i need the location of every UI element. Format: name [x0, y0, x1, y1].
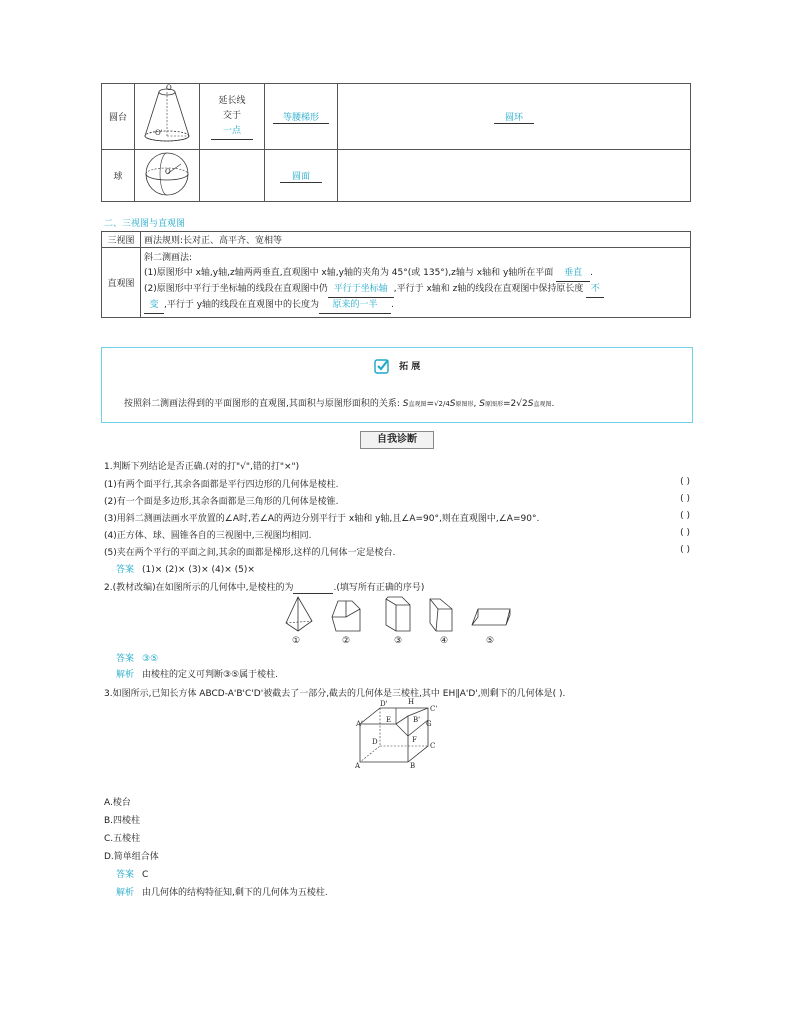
fig-C1: C' [430, 705, 438, 713]
sphere-view [338, 150, 691, 202]
q1-answer [104, 562, 255, 575]
rule-2-text-c: ,平行于 x轴和 z轴的线段在直观图中保持原长度 [393, 284, 584, 294]
fig-D: D [372, 738, 378, 746]
frustum-row [102, 84, 691, 150]
f1-s2: S [449, 399, 456, 409]
blank-unchanged-b: 变 [144, 298, 164, 314]
check-icon [374, 358, 390, 374]
extension-sentence: 按照斜二测画法得到的平面图形的直观图,其面积与原图形面积的关系: [124, 399, 400, 409]
frustum-label-O2: O' [155, 129, 163, 137]
sphere-row [102, 150, 691, 202]
q1-paren-5: ( ) [680, 545, 690, 555]
intuitive-row [102, 248, 691, 318]
intuitive-body [141, 248, 691, 318]
fig-F: F [412, 736, 417, 744]
views-table [101, 231, 691, 318]
q2-stem-tail: .(填写所有正确的序号) [333, 583, 425, 593]
rule-2 [144, 282, 687, 298]
q2-label-3: ③ [394, 636, 403, 646]
analysis-tag: 解析 [116, 670, 135, 680]
fig-B1: B' [413, 716, 421, 724]
q3-cuboid-figure [352, 700, 442, 770]
f2-sub: 原图形 [484, 401, 503, 408]
fig-A: A [355, 762, 361, 770]
rule-2-text-e: ,平行于 y轴的线段在直观图中的长度为 [164, 300, 320, 310]
sphere-name: 球 [102, 150, 135, 202]
q1-item-5: (5)夹在两个平行的平面之间,其余的面都是梯形,这样的几何体一定是棱台. [104, 548, 396, 558]
fig-E: E [386, 716, 392, 724]
q2-stem [104, 580, 424, 594]
fig-D1: D' [380, 700, 388, 708]
blank-isosceles-trapezoid: 等腰梯形 [273, 110, 329, 124]
q3-option-c: C.五棱柱 [104, 834, 141, 844]
q2-answer-text: ③⑤ [142, 654, 159, 664]
frustum-figure [135, 84, 200, 150]
q3-analysis-text: 由几何体的结构特征知,剩下的几何体为五棱柱. [142, 888, 328, 898]
fig-C: C [430, 742, 436, 750]
sphere-label-O: O [165, 168, 171, 176]
q1-item-2: (2)有一个面是多边形,其余各面都是三角形的几何体是棱锥. [104, 497, 339, 507]
fig-B: B [410, 762, 416, 770]
blank-perpendicular: 垂直 [556, 266, 590, 282]
rule-1: (1)原图形中 x轴,y轴,z轴两两垂直,直观图中 x轴,y轴的夹角为 45°(或 135°),z轴与 x轴和 y轴所在平面 垂直 . [144, 266, 687, 282]
extension-text: 按照斜二测画法得到的平面图形的直观图,其面积与原图形面积的关系: S直观图=√2/4S原图形, S原图形=2√2S直观图. [124, 399, 555, 409]
blank-unchanged-a: 不 [586, 282, 604, 298]
q2-analysis-text: 由棱柱的定义可判断③⑤属于棱柱. [142, 670, 279, 680]
answer-tag: 答案 [116, 870, 135, 880]
blank-one-point: 一点 [211, 124, 253, 140]
f1-sub2: 原图形 [455, 401, 474, 408]
q1-item-1: (1)有两个面平行,其余各面都是平行四边形的几何体是棱柱. [104, 480, 339, 490]
blank-parallel-axis: 平行于坐标轴 [328, 282, 394, 298]
q3-analysis [104, 885, 328, 898]
q1-paren-3: ( ) [680, 511, 690, 521]
q2-solids-figure [280, 595, 520, 635]
answer-tag: 答案 [116, 654, 135, 664]
q2-analysis [104, 667, 278, 680]
q2-label-2: ② [342, 636, 351, 646]
extension-header [374, 358, 420, 374]
feature-line1: 延长线 [218, 95, 246, 106]
f2-eq: =2√2 [503, 399, 528, 409]
f2-s2: S [527, 399, 534, 409]
q1-paren-2: ( ) [680, 494, 690, 504]
frustum-name: 圆台 [102, 84, 135, 150]
q3-option-d: D.简单组合体 [104, 852, 159, 862]
q3-answer-text: C [142, 870, 149, 880]
q2-label-4: ④ [440, 636, 449, 646]
q3-option-a: A.棱台 [104, 798, 131, 808]
f2-sub2: 直观图 [533, 401, 552, 408]
three-views-row [102, 232, 691, 248]
f1-s: S [402, 399, 409, 409]
q1-item-4: (4)正方体、球、圆锥各自的三视图中,三视图均相同. [104, 531, 312, 541]
frustum-section [265, 84, 338, 150]
q3-answer [104, 867, 148, 880]
analysis-tag: 解析 [116, 888, 135, 898]
frustum-view [338, 84, 691, 150]
q1-item-3: (3)用斜二测画法画水平放置的∠A时,若∠A的两边分别平行于 x轴和 y轴,且∠A=90°,则在直观图中,∠A=90°. [104, 514, 540, 524]
q1-answer-text: (1)× (2)× (3)× (4)× (5)× [142, 565, 255, 575]
three-views-head: 三视图 [102, 232, 141, 248]
answer-tag: 答案 [116, 565, 135, 575]
feature-line2: 交于 [222, 110, 241, 121]
frustum-icon [135, 84, 199, 146]
extension-box [101, 347, 693, 423]
q2-label-1: ① [292, 636, 301, 646]
f1-coef: √2/4 [434, 400, 450, 408]
q2-stem-text: 2.(教材改编)在如图所示的几何体中,是棱柱的为 [104, 583, 294, 593]
three-views-body: 画法规则:长对正、高平齐、宽相等 [141, 232, 691, 248]
blank-annulus: 圆环 [494, 110, 534, 124]
fig-G: G [426, 720, 432, 728]
f2-s: S [479, 399, 485, 409]
section-title: 二、三视图与直观图 [104, 219, 186, 229]
frustum-feature [200, 84, 265, 150]
diagnosis-title: 自我诊断 [360, 431, 434, 449]
frustum-label-O: O [166, 84, 172, 92]
blank-disk: 圆面 [280, 169, 322, 183]
rule-2-text-a: (2)原图形中平行于坐标轴的线段在直观图中仍 [144, 284, 328, 294]
f1-eq: = [426, 399, 435, 409]
q3-option-b: B.四棱柱 [104, 816, 141, 826]
blank-half-length: 原来的一半 [319, 298, 391, 314]
q1-paren-1: ( ) [680, 477, 690, 487]
q2-answer [104, 651, 158, 664]
q1-stem: 1.判断下列结论是否正确.(对的打"√",错的打"×") [104, 462, 300, 472]
sphere-feature [200, 150, 265, 202]
rule-2-cont: 变 ,平行于 y轴的线段在直观图中的长度为 原来的一半 . [144, 298, 687, 314]
fig-H: H [408, 698, 415, 706]
fig-A1: A' [356, 720, 363, 728]
intuitive-head: 直观图 [102, 248, 141, 318]
q1-paren-4: ( ) [680, 528, 690, 538]
sphere-section [265, 150, 338, 202]
oblique-title: 斜二测画法: [144, 253, 193, 263]
extension-title: 拓 展 [399, 361, 421, 372]
f1-sub: 直观图 [408, 401, 427, 408]
q2-label-5: ⑤ [486, 636, 495, 646]
q3-stem: 3.如图所示,已知长方体 ABCD-A'B'C'D'被截去了一部分,截去的几何体是三棱柱,其中 EH∥A'D',则剩下的几何体是( ). [104, 689, 566, 699]
rule-1-text: (1)原图形中 x轴,y轴,z轴两两垂直,直观图中 x轴,y轴的夹角为 45°(或 135°),z轴与 x轴和 y轴所在平面 [144, 268, 554, 278]
solids-table [101, 83, 691, 202]
